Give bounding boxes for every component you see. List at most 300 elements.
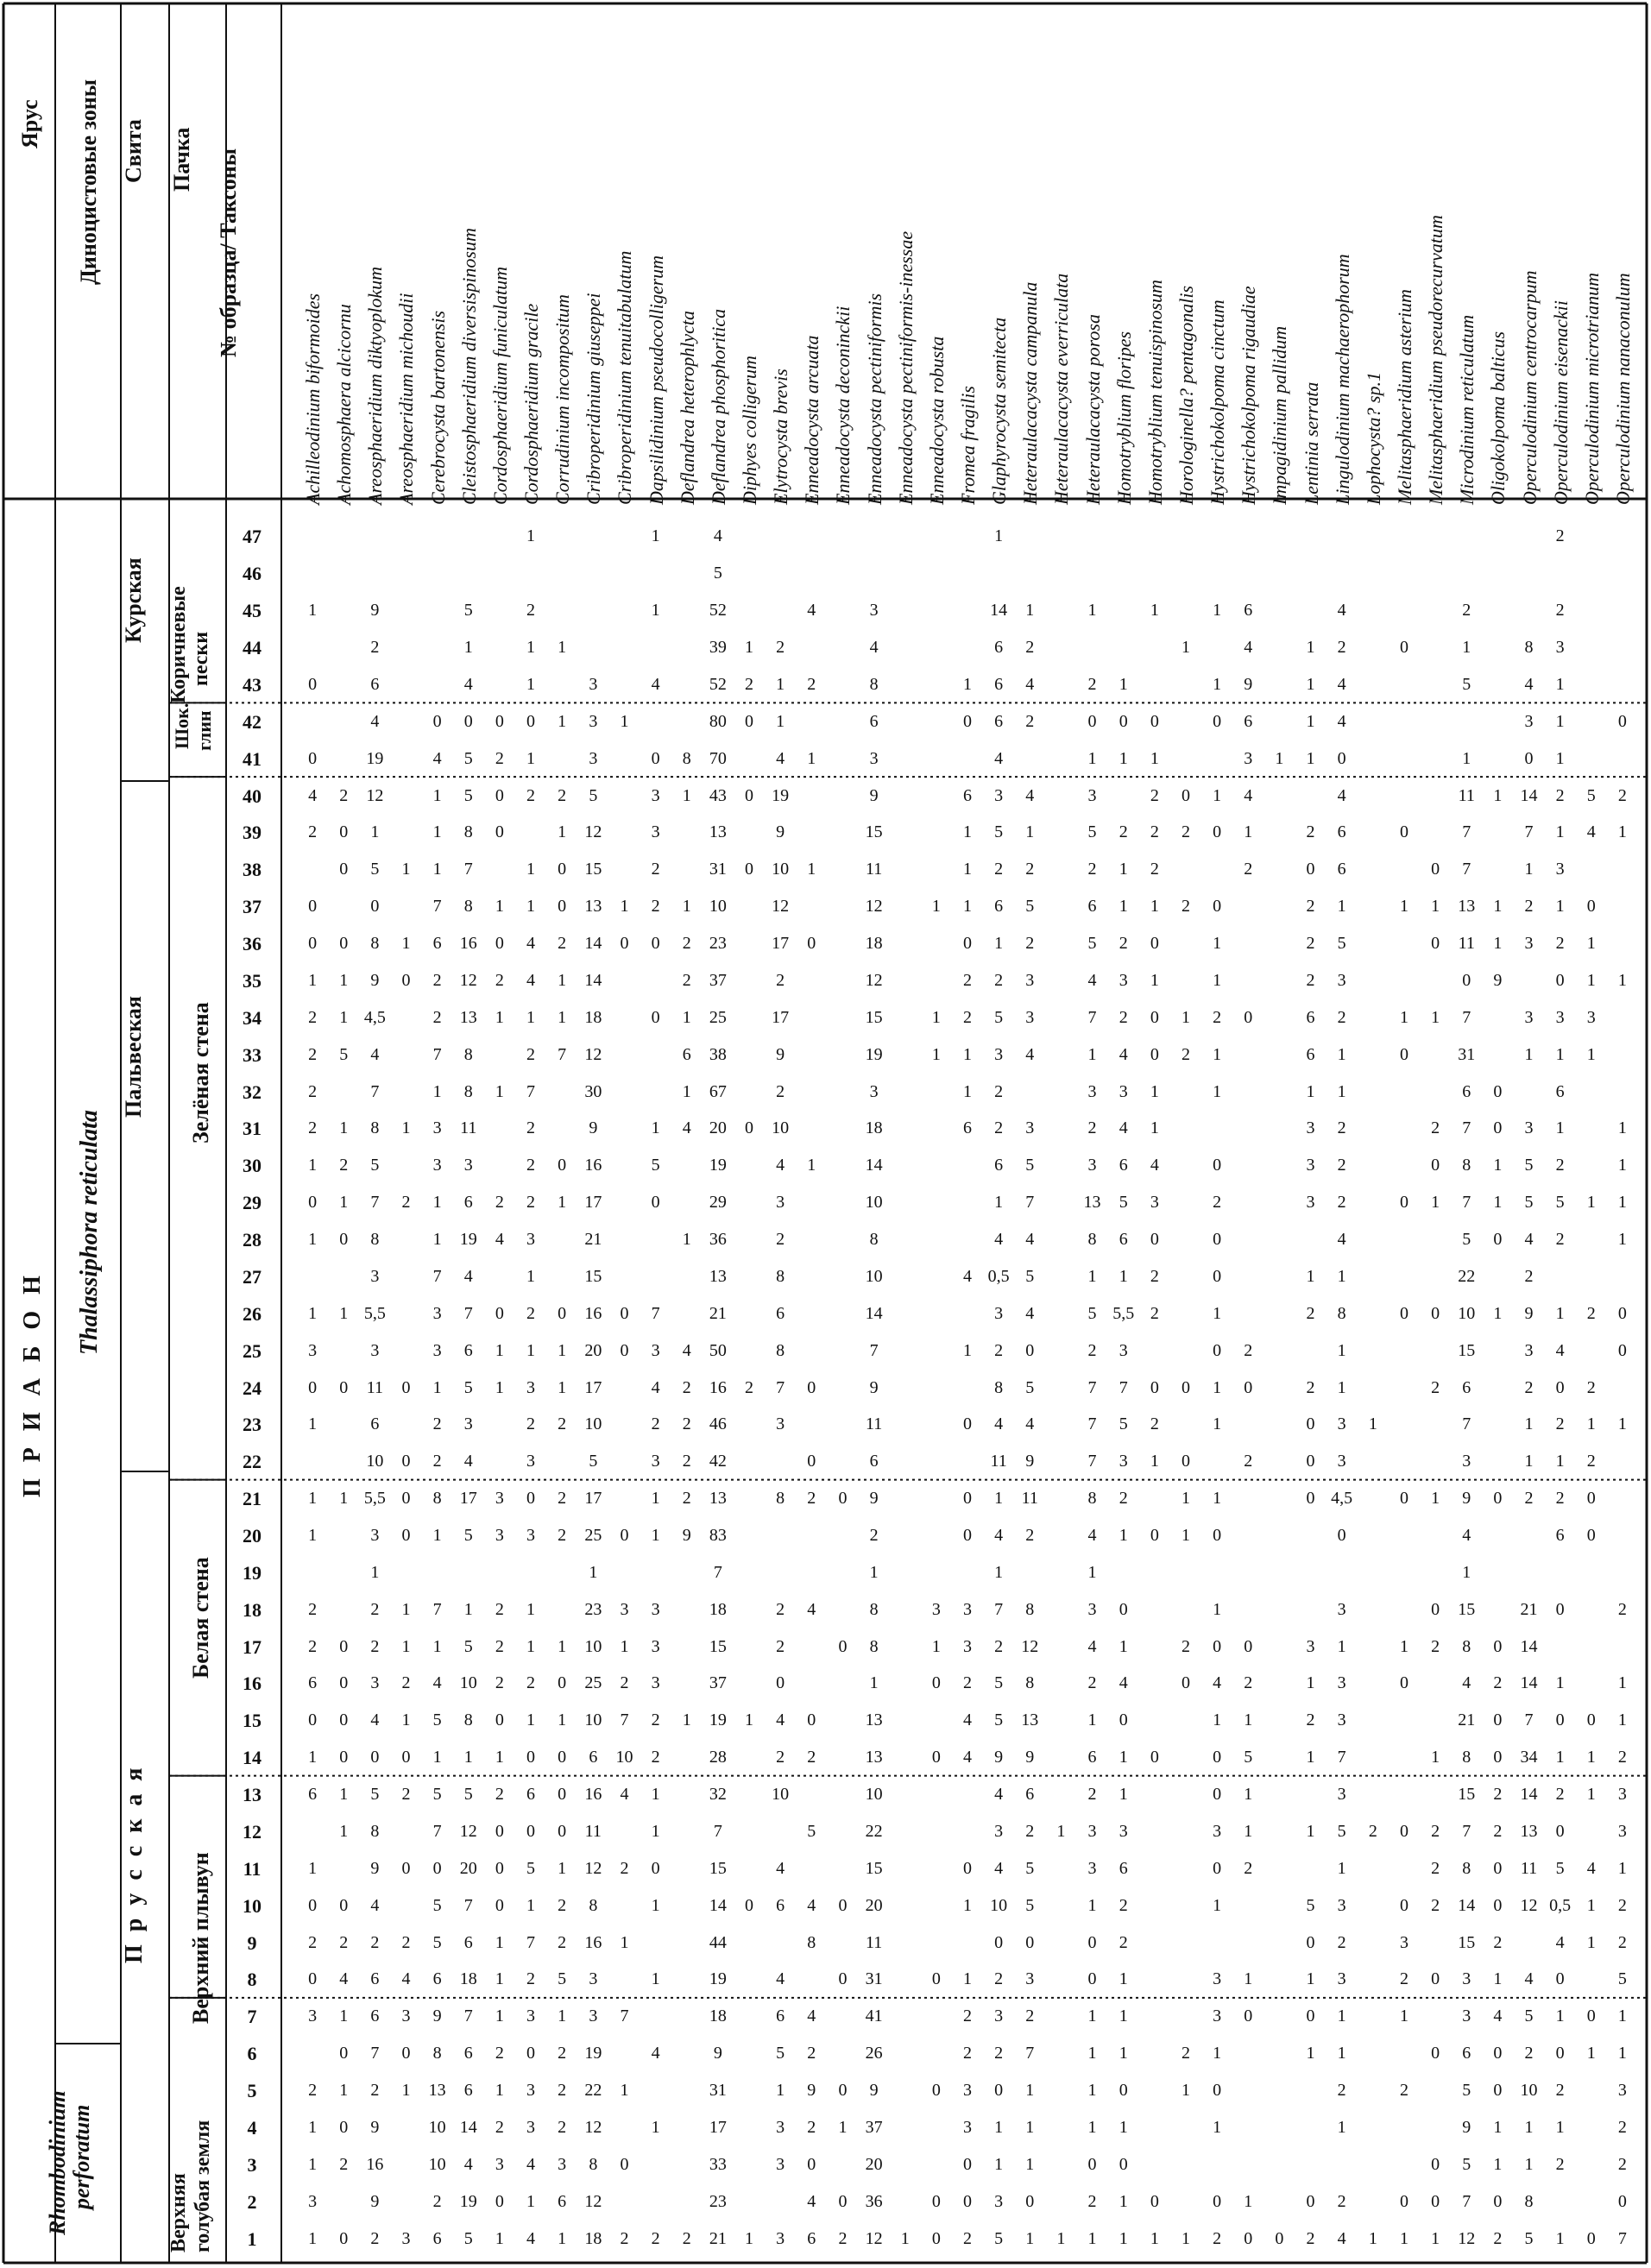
table-cell: 3: [1306, 1193, 1315, 1213]
table-cell: 3: [963, 1599, 972, 1619]
table-cell: 4: [370, 1710, 380, 1730]
table-cell: 0: [339, 1673, 349, 1693]
table-cell: 0: [1493, 1081, 1503, 1101]
table-cell: 33: [709, 2154, 727, 2174]
table-cell: 1: [1431, 1489, 1440, 1509]
table-cell: 2: [1617, 1932, 1627, 1952]
table-cell: 14: [1520, 1673, 1538, 1693]
table-cell: 3: [589, 748, 598, 768]
table-cell: 1: [401, 1118, 411, 1138]
table-cell: 1: [900, 2228, 910, 2248]
taxon-header: Heteraulacacysta porosa: [1081, 314, 1104, 505]
table-cell: 10: [772, 860, 790, 879]
table-cell: 1: [339, 1193, 349, 1213]
table-cell: 1: [620, 897, 629, 917]
table-cell: 5: [776, 2044, 785, 2063]
table-cell: 7: [620, 2007, 629, 2026]
table-cell: 12: [584, 2191, 602, 2211]
table-cell: 0: [1119, 711, 1128, 731]
table-cell: 9: [370, 601, 380, 621]
sample-number: 43: [243, 673, 262, 696]
table-cell: 0: [1119, 2154, 1128, 2174]
table-cell: 1: [1555, 748, 1565, 768]
table-cell: 1: [1213, 2044, 1222, 2063]
taxon-header: Cordosphaeridium funiculatum: [488, 266, 511, 505]
table-cell: 3: [651, 785, 660, 805]
table-cell: 15: [709, 1636, 727, 1656]
table-cell: 0: [1087, 1969, 1097, 1989]
table-cell: 13: [709, 822, 727, 842]
table-cell: 5: [994, 1007, 1004, 1027]
table-cell: 16: [584, 1785, 602, 1805]
table-cell: 1: [1586, 1414, 1596, 1434]
table-cell: 5: [994, 822, 1004, 842]
table-cell: 2: [1462, 601, 1471, 621]
table-cell: 15: [865, 1858, 883, 1878]
table-cell: 0: [651, 1007, 660, 1027]
table-cell: 1: [651, 1785, 660, 1805]
taxon-header: Cribroperidinium giuseppei: [583, 293, 605, 505]
table-cell: 2: [558, 2044, 567, 2063]
table-cell: 2: [1025, 2007, 1035, 2026]
table-cell: 9: [370, 970, 380, 990]
table-cell: 16: [584, 1932, 602, 1952]
table-cell: 2: [401, 1785, 411, 1805]
table-cell: 4: [1586, 822, 1596, 842]
table-cell: 7: [651, 1303, 660, 1323]
table-cell: 1: [1431, 2228, 1440, 2248]
table-cell: 1: [495, 1932, 504, 1952]
table-cell: 3: [526, 1377, 536, 1397]
table-cell: 4: [495, 1230, 504, 1249]
header-sample-taxa: № образца/ Таксоны: [216, 148, 241, 357]
table-cell: 18: [865, 934, 883, 954]
table-cell: 7: [432, 1044, 442, 1064]
table-cell: 1: [339, 970, 349, 990]
table-cell: 0: [1555, 1710, 1565, 1730]
table-cell: 19: [709, 1969, 727, 1989]
table-cell: 0: [1399, 1489, 1408, 1509]
table-cell: 5: [994, 1673, 1004, 1693]
sample-number: 21: [243, 1488, 262, 1510]
table-cell: 2: [558, 1414, 567, 1434]
table-cell: 4: [807, 2007, 816, 2026]
table-cell: 9: [370, 2191, 380, 2211]
table-cell: 0: [1181, 785, 1190, 805]
table-cell: 1: [1306, 748, 1315, 768]
table-cell: 2: [526, 1044, 536, 1064]
table-cell: 1: [963, 674, 972, 694]
table-cell: 1: [339, 1007, 349, 1027]
table-cell: 2: [1306, 1303, 1315, 1323]
table-cell: 8: [370, 1118, 380, 1138]
table-cell: 0: [807, 1377, 816, 1397]
table-cell: 4: [526, 934, 536, 954]
table-cell: 2: [1306, 2228, 1315, 2248]
table-cell: 1: [1524, 1452, 1534, 1471]
table-cell: 7: [1462, 860, 1471, 879]
table-cell: 3: [1025, 1969, 1035, 1989]
table-cell: 2: [1150, 860, 1159, 879]
table-cell: 8: [432, 1489, 442, 1509]
table-cell: 15: [584, 860, 602, 879]
table-cell: 37: [709, 970, 727, 990]
table-cell: 2: [963, 2044, 972, 2063]
table-cell: 6: [1337, 860, 1346, 879]
table-cell: 7: [1462, 1193, 1471, 1213]
table-cell: 0,5: [1549, 1895, 1572, 1915]
table-cell: 2: [1244, 1340, 1253, 1360]
table-cell: 2: [1306, 970, 1315, 990]
table-cell: 1: [1555, 2007, 1565, 2026]
taxon-header: Corrudinium incompositum: [551, 294, 574, 505]
table-cell: 1: [558, 1636, 567, 1656]
table-cell: 1: [339, 1785, 349, 1805]
table-cell: 0: [1431, 934, 1440, 954]
table-cell: 23: [584, 1599, 602, 1619]
table-cell: 28: [709, 1748, 727, 1767]
table-cell: 1: [1213, 2117, 1222, 2137]
table-cell: 2: [1244, 1673, 1253, 1693]
table-cell: 23: [709, 2191, 727, 2211]
table-cell: 5: [1087, 822, 1097, 842]
table-cell: 3: [651, 1636, 660, 1656]
table-cell: 0: [1586, 2007, 1596, 2026]
table-cell: 5: [432, 1785, 442, 1805]
table-cell: 6: [776, 1303, 785, 1323]
sample-number: 39: [243, 822, 262, 844]
taxon-header: Areosphaeridium michoudii: [395, 293, 418, 505]
table-cell: 6: [370, 674, 380, 694]
table-cell: 1: [1119, 2117, 1128, 2137]
table-cell: 6: [432, 1969, 442, 1989]
table-cell: 0: [495, 1858, 504, 1878]
table-cell: 1: [682, 1710, 691, 1730]
table-cell: 17: [772, 934, 790, 954]
table-cell: 8: [370, 1230, 380, 1249]
table-cell: 0: [558, 1673, 567, 1693]
table-cell: 0: [1213, 1525, 1222, 1545]
table-cell: 2: [1337, 1156, 1346, 1175]
table-cell: 1: [745, 638, 754, 658]
table-cell: 1: [1431, 1748, 1440, 1767]
table-cell: 1: [1119, 2228, 1128, 2248]
table-cell: 12: [1520, 1895, 1538, 1915]
table-cell: 0: [339, 1377, 349, 1397]
table-cell: 32: [709, 1785, 727, 1805]
table-cell: 1: [1586, 1193, 1596, 1213]
table-cell: 2: [308, 1636, 318, 1656]
table-cell: 3: [869, 748, 879, 768]
table-cell: 3: [1119, 970, 1128, 990]
table-cell: 0: [1244, 2228, 1253, 2248]
table-cell: 2: [1555, 1414, 1565, 1434]
table-cell: 17: [709, 2117, 727, 2137]
table-cell: 0: [1493, 1489, 1503, 1509]
table-cell: 7: [432, 1821, 442, 1841]
table-cell: 1: [558, 711, 567, 731]
table-cell: 2: [1087, 2191, 1097, 2211]
table-cell: 52: [709, 601, 727, 621]
table-cell: 6: [1119, 1230, 1128, 1249]
table-cell: 3: [1337, 1895, 1346, 1915]
table-cell: 3: [1025, 970, 1035, 990]
table-cell: 0: [838, 2081, 848, 2101]
table-cell: 0: [963, 1858, 972, 1878]
table-cell: 1: [558, 2007, 567, 2026]
table-cell: 0: [1150, 934, 1159, 954]
table-cell: 3: [776, 2154, 785, 2174]
table-cell: 4: [1087, 970, 1097, 990]
taxon-header: Lingulodinium machaerophorum: [1331, 254, 1353, 505]
table-cell: 2: [1555, 1489, 1565, 1509]
table-cell: 4: [776, 1858, 785, 1878]
taxon-header: Hystrichokolpoma cinctum: [1207, 299, 1229, 505]
table-cell: 7: [713, 1821, 722, 1841]
table-cell: 3: [1119, 1452, 1128, 1471]
table-cell: 21: [1520, 1599, 1538, 1619]
table-cell: 2: [994, 970, 1004, 990]
table-cell: 0: [401, 2044, 411, 2063]
table-cell: 2: [308, 1932, 318, 1952]
table-cell: 5: [1555, 1858, 1565, 1878]
sample-number: 13: [243, 1784, 262, 1806]
table-cell: 43: [709, 785, 727, 805]
table-cell: 0: [558, 1303, 567, 1323]
table-cell: 2: [1213, 1193, 1222, 1213]
table-cell: 20: [709, 1118, 727, 1138]
table-cell: 5,5: [363, 1489, 386, 1509]
table-cell: 5: [1244, 1748, 1253, 1767]
table-cell: 1: [807, 748, 816, 768]
sample-number: 3: [247, 2153, 257, 2176]
table-cell: 4: [682, 1118, 691, 1138]
table-cell: 3: [1337, 1452, 1346, 1471]
table-cell: 3: [1306, 1156, 1315, 1175]
table-cell: 0: [651, 1858, 660, 1878]
table-cell: 16: [584, 1156, 602, 1175]
table-cell: 3: [651, 1340, 660, 1360]
table-cell: 2: [1399, 2081, 1408, 2101]
table-cell: 0: [745, 1118, 754, 1138]
table-cell: 5: [1462, 2081, 1471, 2101]
table-cell: 0: [1119, 1710, 1128, 1730]
table-cell: 3: [1555, 1007, 1565, 1027]
table-cell: 0: [1399, 1193, 1408, 1213]
table-cell: 0: [339, 860, 349, 879]
table-cell: 3: [1617, 1785, 1627, 1805]
table-cell: 2: [1087, 1785, 1097, 1805]
table-cell: 3: [1025, 1118, 1035, 1138]
table-cell: 5: [432, 1710, 442, 1730]
table-cell: 0: [963, 1489, 972, 1509]
table-cell: 3: [963, 2081, 972, 2101]
table-cell: 0: [1025, 2191, 1035, 2211]
table-cell: 11: [865, 1414, 883, 1434]
table-cell: 4: [776, 748, 785, 768]
taxon-header: Elytrocysta brevis: [770, 369, 792, 505]
sample-number: 46: [243, 563, 262, 585]
table-cell: 2: [1087, 1340, 1097, 1360]
table-cell: 6: [1337, 822, 1346, 842]
table-cell: 1: [1025, 601, 1035, 621]
table-cell: 1: [1555, 1044, 1565, 1064]
suite-kurskaya: Курская: [121, 558, 146, 643]
table-cell: 9: [589, 1118, 598, 1138]
table-cell: 0: [1306, 2191, 1315, 2211]
table-cell: 3: [1555, 638, 1565, 658]
table-cell: 1: [651, 1969, 660, 1989]
table-cell: 1: [1306, 638, 1315, 658]
table-cell: 2: [526, 1156, 536, 1175]
table-cell: 14: [459, 2117, 477, 2137]
table-cell: 5: [713, 564, 722, 583]
table-cell: 8: [1462, 1858, 1471, 1878]
table-cell: 2: [432, 1452, 442, 1471]
table-cell: 38: [709, 1044, 727, 1064]
table-cell: 1: [963, 822, 972, 842]
header-zones: Диноцистовые зоны: [76, 79, 101, 285]
table-cell: 5: [1306, 1895, 1315, 1915]
table-cell: 1: [994, 1489, 1004, 1509]
table-cell: 5: [1337, 1821, 1346, 1841]
table-cell: 0: [1213, 1858, 1222, 1878]
table-cell: 3: [526, 1230, 536, 1249]
table-cell: 15: [1458, 1599, 1476, 1619]
table-cell: 0: [1431, 2191, 1440, 2211]
sample-number: 11: [243, 1857, 262, 1880]
table-cell: 5: [463, 1785, 473, 1805]
table-cell: 1: [1617, 1156, 1627, 1175]
table-cell: 2: [682, 970, 691, 990]
table-cell: 25: [584, 1525, 602, 1545]
table-cell: 1: [1399, 1007, 1408, 1027]
table-cell: 11: [1458, 785, 1475, 805]
table-cell: 0: [931, 2191, 941, 2211]
table-cell: 2: [1150, 1266, 1159, 1286]
table-cell: 0: [401, 970, 411, 990]
table-cell: 6: [463, 2081, 473, 2101]
table-cell: 1: [1524, 2117, 1534, 2137]
table-cell: 1: [931, 1636, 941, 1656]
table-cell: 4: [963, 1710, 972, 1730]
taxon-header: Operculodinium nanaconulum: [1611, 273, 1634, 505]
table-cell: 1: [1087, 601, 1097, 621]
table-cell: 0: [1586, 2228, 1596, 2248]
table-cell: 5: [370, 1156, 380, 1175]
table-cell: 1: [308, 1230, 318, 1249]
table-cell: 0: [1399, 822, 1408, 842]
table-cell: 1: [1617, 1673, 1627, 1693]
table-cell: 12: [459, 970, 477, 990]
table-cell: 2: [370, 2081, 380, 2101]
table-cell: 1: [526, 638, 536, 658]
table-cell: 2: [308, 1007, 318, 1027]
table-cell: 3: [1306, 1636, 1315, 1656]
sample-number: 26: [243, 1302, 262, 1325]
table-cell: 1: [1617, 1858, 1627, 1878]
table-cell: 1: [1586, 1044, 1596, 1064]
table-cell: 4: [807, 601, 816, 621]
table-cell: 3: [963, 2117, 972, 2137]
table-cell: 2: [1087, 860, 1097, 879]
table-cell: 7: [1617, 2228, 1627, 2248]
table-cell: 4: [1337, 785, 1346, 805]
table-cell: 4: [1025, 785, 1035, 805]
table-cell: 1: [1087, 2228, 1097, 2248]
sample-number: 33: [243, 1043, 262, 1066]
table-cell: 0: [620, 934, 629, 954]
table-cell: 7: [994, 1599, 1004, 1619]
table-cell: 0: [1586, 1710, 1596, 1730]
table-cell: 0: [1337, 748, 1346, 768]
sample-number: 22: [243, 1451, 262, 1473]
table-cell: 2: [1431, 1118, 1440, 1138]
table-cell: 2: [1119, 1932, 1128, 1952]
table-cell: 1: [1244, 1710, 1253, 1730]
table-cell: 1: [1056, 1821, 1066, 1841]
table-cell: 9: [1462, 1489, 1471, 1509]
table-cell: 1: [1213, 934, 1222, 954]
table-cell: 0: [339, 2044, 349, 2063]
table-cell: 2: [651, 1748, 660, 1767]
table-cell: 0: [495, 822, 504, 842]
table-cell: 1: [526, 1895, 536, 1915]
table-cell: 18: [459, 1969, 477, 1989]
table-cell: 5: [1586, 785, 1596, 805]
table-cell: 0: [308, 1193, 318, 1213]
table-cell: 1: [432, 1230, 442, 1249]
sample-number: 37: [243, 896, 262, 918]
table-cell: 1: [1493, 2117, 1503, 2137]
table-cell: 0: [838, 1895, 848, 1915]
table-cell: 2: [432, 2191, 442, 2211]
table-cell: 14: [1458, 1895, 1476, 1915]
sample-number: 10: [243, 1894, 262, 1917]
table-cell: 0: [495, 1710, 504, 1730]
table-cell: 20: [459, 1858, 477, 1878]
table-cell: 1: [308, 2228, 318, 2248]
table-cell: 6: [994, 1156, 1004, 1175]
table-cell: 2: [526, 1118, 536, 1138]
table-cell: 5: [589, 1452, 598, 1471]
table-cell: 0: [1244, 1377, 1253, 1397]
table-cell: 2: [1119, 934, 1128, 954]
table-cell: 8: [869, 1230, 879, 1249]
table-cell: 1: [994, 934, 1004, 954]
table-cell: 3: [1586, 1007, 1596, 1027]
table-cell: 4: [1555, 1932, 1565, 1952]
table-cell: 3: [994, 2007, 1004, 2026]
table-cell: 1: [1368, 1414, 1377, 1434]
table-cell: 5: [807, 1821, 816, 1841]
table-cell: 15: [709, 1858, 727, 1878]
table-cell: 9: [432, 2007, 442, 2026]
table-cell: 2: [1431, 1636, 1440, 1656]
table-cell: 1: [1306, 2044, 1315, 2063]
taxon-header: Cerebrocysta bartonensis: [426, 310, 449, 505]
table-cell: 1: [1337, 1044, 1346, 1064]
table-cell: 0: [1244, 1636, 1253, 1656]
table-cell: 8: [370, 934, 380, 954]
table-cell: 1: [1555, 2228, 1565, 2248]
table-cell: 5: [1087, 1303, 1097, 1323]
table-cell: 0: [308, 934, 318, 954]
table-cell: 0: [495, 2191, 504, 2211]
table-cell: 2: [1368, 1821, 1377, 1841]
member-green-wall: Зелёная стена: [188, 1002, 213, 1143]
table-cell: 3: [370, 1266, 380, 1286]
